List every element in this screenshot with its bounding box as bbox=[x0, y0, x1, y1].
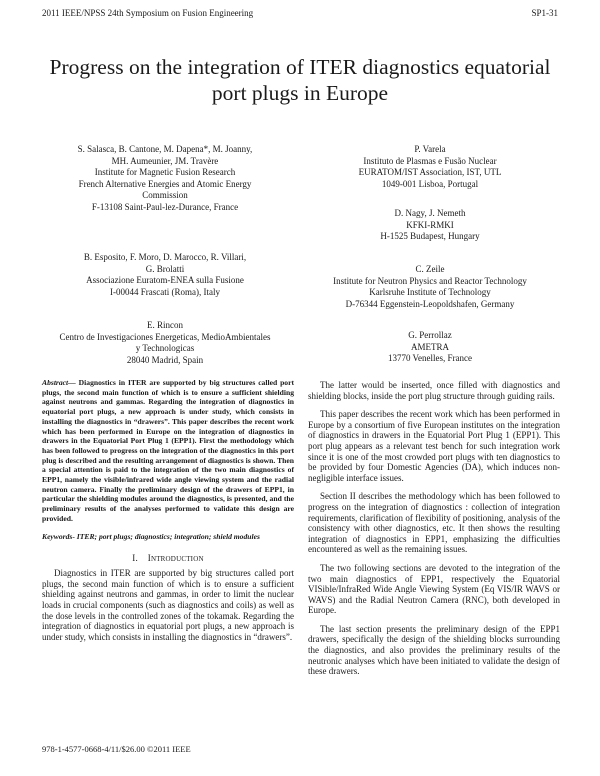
author-line: MH. Aumeunier, JM. Travère bbox=[111, 155, 219, 166]
address-line: 13770 Venelles, France bbox=[387, 353, 473, 363]
body-paragraph: The last section presents the preliminary design of the EPP1 drawers, specifically the design of the shielding blocks surrounding the diagnostics, and also provides the preliminary results of the neutronic analyses which have been initiated to validate the design of these drawers. bbox=[308, 623, 560, 677]
institution-line: AMETRA bbox=[411, 341, 449, 352]
institution-line: Centro de Investigaciones Energeticas, MedioAmbientales bbox=[59, 331, 271, 342]
author-line: P. Varela bbox=[414, 144, 446, 154]
author-line: G. Brolatti bbox=[145, 263, 185, 274]
author-line: E. Rincon bbox=[147, 320, 183, 330]
institution-line: French Alternative Energies and Atomic Energy bbox=[78, 178, 252, 189]
author-line: B. Esposito, F. Moro, D. Marocco, R. Villari, bbox=[83, 252, 247, 262]
affiliation-ist bbox=[300, 144, 560, 190]
author-line: D. Nagy, J. Nemeth bbox=[394, 208, 466, 218]
address-line: F-13108 Saint-Paul-lez-Durance, France bbox=[91, 201, 239, 212]
affiliation-kfki bbox=[300, 208, 560, 243]
address-line: 1049-001 Lisboa, Portugal bbox=[381, 178, 479, 189]
body-paragraph: The latter would be inserted, once filled with diagnostics and shielding blocks, inside the port plug structure through guiding rails. bbox=[308, 380, 560, 401]
author-line: S. Salasca, B. Cantone, M. Dapena*, M. Joanny, bbox=[77, 144, 253, 154]
institution-line: Commission bbox=[142, 190, 188, 200]
left-column bbox=[42, 378, 294, 642]
institution-line: Institute for Neutron Physics and Reactor Technology bbox=[333, 275, 527, 286]
paper-id: SP1-31 bbox=[531, 8, 558, 18]
institution-line: Instituto de Plasmas e Fusão Nuclear bbox=[363, 155, 497, 166]
copyright-footer: 978-1-4577-0668-4/11/$26.00 ©2011 IEEE bbox=[42, 744, 191, 754]
section-title-initial: I bbox=[147, 553, 151, 564]
section-heading bbox=[42, 553, 294, 563]
section-number: I. bbox=[132, 553, 138, 564]
keywords bbox=[42, 532, 294, 542]
body-paragraph: The two following sections are devoted to the integration of the two main diagnostics of EPP1, respectively the Equatorial VISible/InfraRed Wide Angle Viewing System (Eq VIS/IR WAVS or WAVS) and the Radial Neutron Camera (RNC), both developed in Europe. bbox=[308, 562, 560, 616]
affiliation-ametra bbox=[300, 330, 560, 365]
abstract-text: Diagnostics in ITER are supported by big structures called port plugs, the second main function of which is to ensure a sufficient shielding against neutrons and gammas. Regarding the integration of diagnostics in equatorial port plugs, a new approach is under study, which consists in installing the diagnostics in “drawers”. This paper describes the recent work which has been performed in Europe on the integration of diagnostics in drawers in the Equatorial Port Plug 1 (EPP1). First the methodology which has been followed to progress on the integration of the diagnostics in this port plug is described and the resulting arrangement of diagnostics is shown. Then a special attention is paid to the integration of the two main diagnostics of EPP1, namely the visible/infrared wide angle viewing system and the radial neutron camera. Finally the preliminary design of the drawers of EPP1, in particular the shielding modules around the diagnostics, is presented, and the preliminary results of the analyses performed to validate this design are provided. bbox=[42, 378, 294, 523]
institution-line: EURATOM/IST Association, IST, UTL bbox=[358, 167, 502, 177]
abstract bbox=[42, 378, 294, 524]
conference-header: 2011 IEEE/NPSS 24th Symposium on Fusion Engineering bbox=[42, 8, 254, 18]
institution-line: KFKI-RMKI bbox=[406, 219, 454, 230]
address-line: 28040 Madrid, Spain bbox=[126, 354, 204, 365]
body-paragraph: This paper describes the recent work which has been performed in Europe by a consortium of five European institutes on the integration of diagnostics in drawers in the Equatorial Port Plug 1 (EPP1). This port plug appears as a relevant test bench for such integration work since it is one of the most crowded port plugs with ten diagnostics to be provided by four Domestic Agencies (DA), which induces non-negligible interface issues. bbox=[308, 409, 560, 483]
keywords-label: Keywords- bbox=[42, 531, 75, 541]
right-column bbox=[308, 380, 560, 685]
abstract-label: Abstract— bbox=[42, 378, 76, 387]
author-line: G. Perrollaz bbox=[408, 330, 452, 340]
institution-line: Karlsruhe Institute of Technology bbox=[369, 287, 491, 297]
affiliation-enea bbox=[40, 252, 290, 298]
section-title-rest: NTRODUCTION bbox=[150, 555, 204, 564]
intro-paragraph: Diagnostics in ITER are supported by big structures called port plugs, the second main function of which is to ensure a sufficient shielding against neutrons and gammas, in order to limit the nuclear loads in crucial components (such as diagnostics and coils) as well as the dose levels in the controlled zones of the tokamak. Regarding the integration of diagnostics in equatorial port plugs, a new approach is under study, which consists in installing the diagnostics in “drawers”. bbox=[42, 568, 294, 642]
address-line: D-76344 Eggenstein-Leopoldshafen, Germany bbox=[345, 298, 515, 309]
address-line: H-1525 Budapest, Hungary bbox=[380, 231, 480, 241]
institution-line: Associazione Euratom-ENEA sulla Fusione bbox=[86, 275, 244, 285]
keywords-text: ITER; port plugs; diagnostics; integration; shield modules bbox=[74, 531, 260, 541]
body-paragraph: Section II describes the methodology which has been followed to progress on the integration of diagnostics : collection of integration requirements, clarification of flexibility of positioning, analysis of the consistency with other diagnostics, etc. It then shows the resulting integration of diagnostics in EPP1, emphasizing the difficulties encountered as well as the remaining issues. bbox=[308, 491, 560, 555]
institution-line: Institute for Magnetic Fusion Research bbox=[94, 167, 236, 177]
affiliation-ciemat bbox=[40, 320, 290, 366]
affiliation-kit bbox=[300, 264, 560, 310]
affiliation-cea bbox=[40, 144, 290, 213]
author-line: C. Zeile bbox=[415, 264, 445, 274]
paper-title: Progress on the integration of ITER diagnostics equatorial port plugs in Europe bbox=[49, 55, 551, 105]
institution-line: y Technologicas bbox=[135, 343, 195, 353]
address-line: I-00044 Frascati (Roma), Italy bbox=[110, 286, 220, 297]
